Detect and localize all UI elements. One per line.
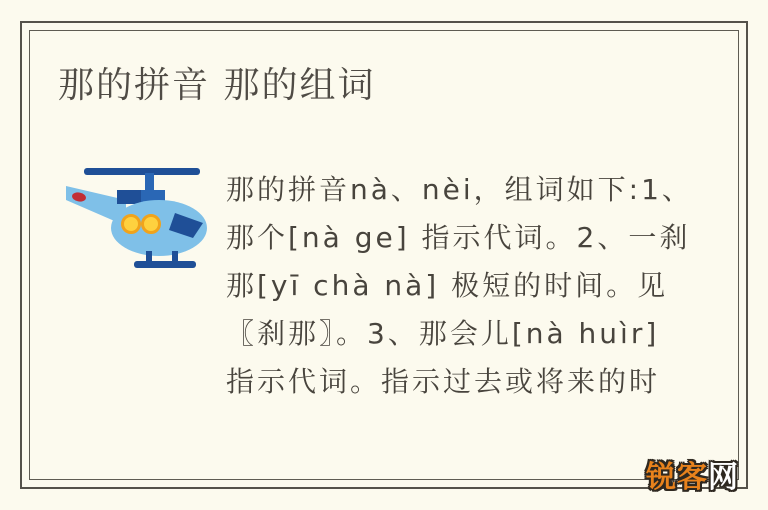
article-line: 那[yī chà nà] 极短的时间。见 bbox=[226, 269, 669, 302]
window-right bbox=[143, 216, 160, 233]
landing-skid bbox=[134, 261, 196, 268]
article-body bbox=[226, 166, 726, 406]
rotor-blade bbox=[84, 168, 200, 175]
watermark-secondary: 网 bbox=[708, 460, 739, 495]
article-line: 那个[nà ge] 指示代词。2、一刹 bbox=[226, 221, 691, 254]
article-line: 那的拼音nà、nèi，组词如下:1、 bbox=[226, 173, 693, 206]
site-watermark bbox=[646, 452, 739, 496]
window-left bbox=[123, 216, 140, 233]
helicopter-icon bbox=[62, 166, 212, 272]
article-line: 〖刹那〗。3、那会儿[nà huìr] bbox=[226, 317, 660, 350]
page-title: 那的拼音 那的组词 bbox=[58, 65, 376, 106]
article-line: 指示代词。指示过去或将来的时 bbox=[226, 365, 661, 398]
watermark-primary: 锐客 bbox=[646, 460, 708, 495]
